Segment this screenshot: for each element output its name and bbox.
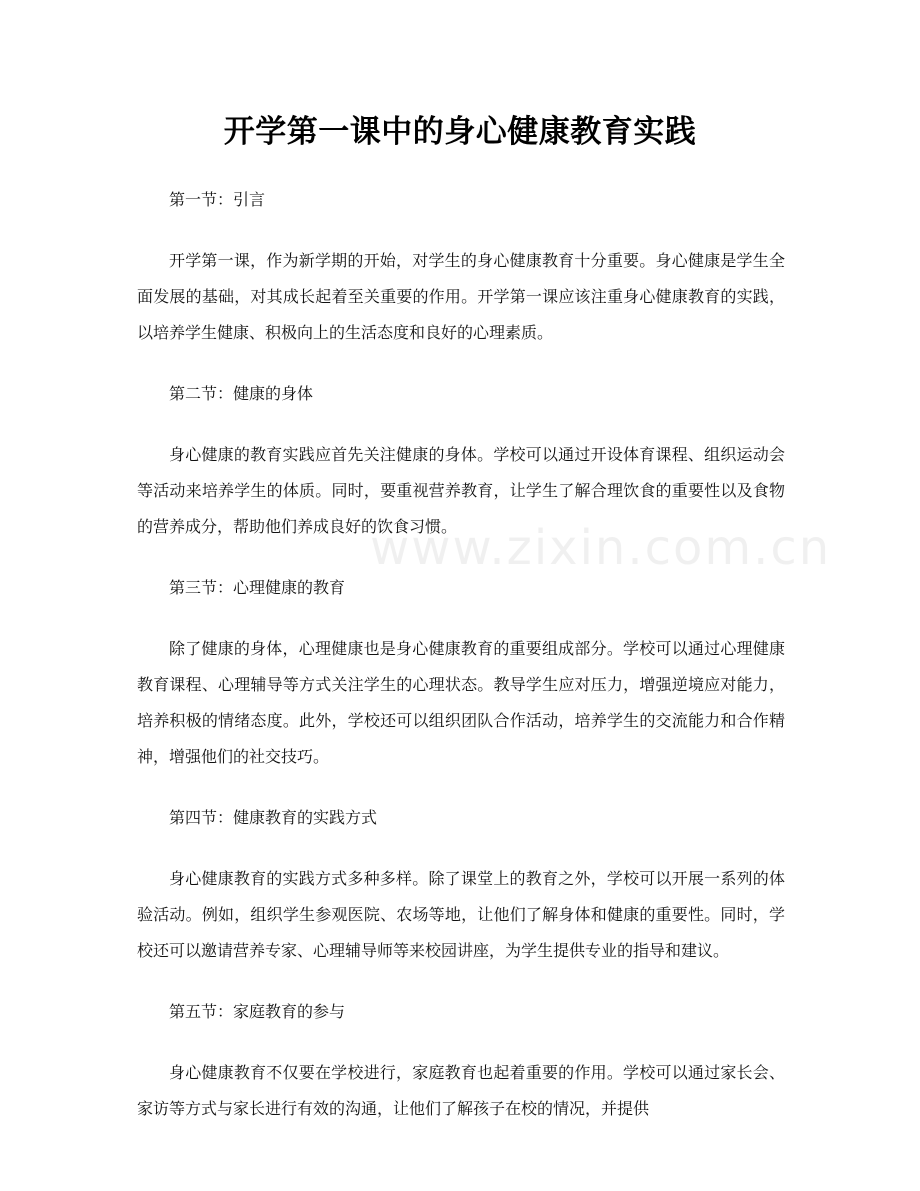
section-paragraph-4: 身心健康教育的实践方式多种多样。除了课堂上的教育之外，学校可以开展一系列的体验活动。例如，组织学生参观医院、农场等地，让他们了解身体和健康的重要性。同时，学校还可以邀请营养专家、心理辅导师等来校园讲座，为学生提供专业的指导和建议。 — [137, 869, 785, 960]
watermark: www.zixin.com.cn — [370, 520, 832, 576]
document-body — [137, 185, 785, 1155]
section-paragraph-3: 除了健康的身体，心理健康也是身心健康教育的重要组成部分。学校可以通过心理健康教育课程、心理辅导等方式关注学生的心理状态。教导学生应对压力，增强逆境应对能力，培养积极的情绪态度。此外，学校还可以组织团队合作活动，培养学生的交流能力和合作精神，增强他们的社交技巧。 — [137, 639, 785, 766]
document-title: 开学第一课中的身心健康教育实践 — [223, 114, 697, 150]
section-heading-2: 第二节：健康的身体 — [169, 384, 314, 403]
section-heading-4: 第四节：健康教育的实践方式 — [169, 808, 378, 827]
section-paragraph-2: 身心健康的教育实践应首先关注健康的身体。学校可以通过开设体育课程、组织运动会等活动来培养学生的体质。同时，要重视营养教育，让学生了解合理饮食的重要性以及食物的营养成分，帮助他们养成良好的饮食习惯。 — [137, 445, 785, 536]
section-heading-5: 第五节：家庭教育的参与 — [169, 1002, 346, 1021]
section-paragraph-1: 开学第一课，作为新学期的开始，对学生的身心健康教育十分重要。身心健康是学生全面发展的基础，对其成长起着至关重要的作用。开学第一课应该注重身心健康教育的实践，以培养学生健康、积极向上的生活态度和良好的心理素质。 — [137, 251, 785, 342]
section-heading-3: 第三节：心理健康的教育 — [169, 578, 346, 597]
section-paragraph-5: 身心健康教育不仅要在学校进行，家庭教育也起着重要的作用。学校可以通过家长会、家访等方式与家长进行有效的沟通，让他们了解孩子在校的情况，并提供 — [137, 1063, 785, 1118]
section-heading-1: 第一节：引言 — [169, 190, 266, 209]
